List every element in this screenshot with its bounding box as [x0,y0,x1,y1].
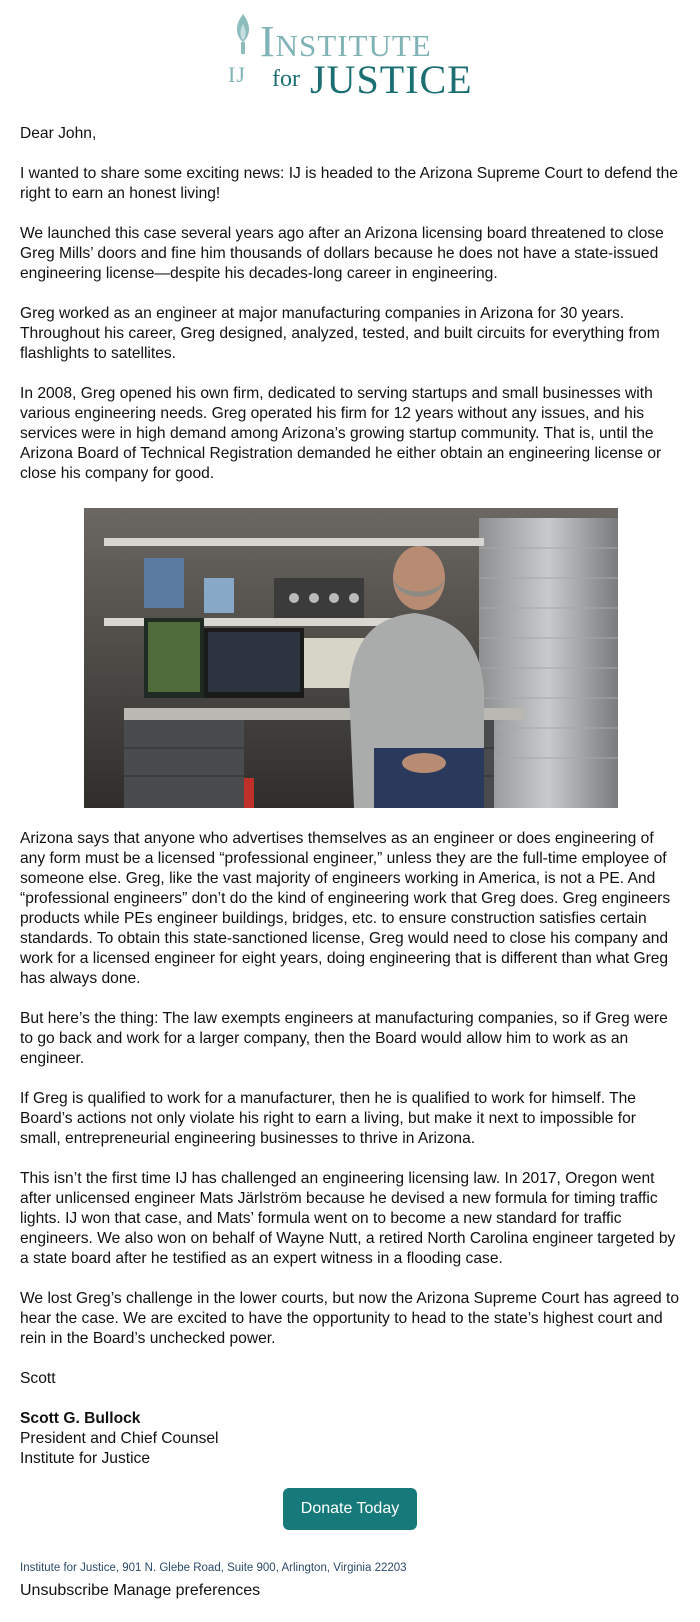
footer-address: Institute for Justice, 901 N. Glebe Road, Suite 900, Arlington, Virginia 22203 [20,1562,407,1574]
logo-institute: Institute [260,17,432,66]
email-body-bottom [20,829,680,1469]
manage-preferences-link[interactable]: Manage preferences [113,1582,261,1599]
donate-today-button[interactable]: Donate Today [283,1488,417,1530]
greeting: Dear John, [20,125,97,142]
signature-title: President and Chief Counsel [20,1430,219,1447]
ij-logo [220,12,480,108]
greg-mills-photo [84,508,618,808]
paragraph: In 2008, Greg opened his own firm, dedicated to serving startups and small businesses with various engineering needs. Greg operated his firm for 12 years without any issues, and his services were in high demand among Arizona’s growing startup community. That is, until the Arizona Board of Technical Registration demanded he either obtain an engineering license or close his company for good. [20,385,662,482]
paragraph: Greg worked as an engineer at major manufacturing companies in Arizona for 30 years. Throughout his career, Greg designed, analyzed, tested, and built circuits for everything from flashlights to satellites. [20,305,660,362]
logo-justice: JUSTICE [310,57,473,102]
workshop-photo-illustration [84,508,618,808]
paragraph: We lost Greg’s challenge in the lower courts, but now the Arizona Supreme Court has agreed to hear the case. We are excited to have the opportunity to head to the state’s highest court and rein in the Board’s unchecked power. [20,1290,680,1347]
signature-block [20,1409,680,1469]
email-body-top [20,124,680,504]
paragraph: This isn’t the first time IJ has challenged an engineering licensing law. In 2017, Oregon went after unlicensed engineer Mats Järlström because he devised a new formula for timing traffic lights. IJ won that case, and Mats’ formula went on to become a new standard for traffic engineers. We also won on behalf of Wayne Nutt, a retired North Carolina engineer targeted by a state board after he testified as an expert witness in a flooding case. [20,1170,676,1267]
signature-name: Scott G. Bullock [20,1410,141,1427]
paragraph: If Greg is qualified to work for a manufacturer, then he is qualified to work for himself. The Board’s actions not only violate his right to earn a living, but make it next to impossible for small, entrepreneurial engineering businesses to thrive in Arizona. [20,1090,636,1147]
unsubscribe-link[interactable]: Unsubscribe [20,1582,109,1599]
logo-for: for [272,66,300,92]
paragraph: Arizona says that anyone who advertises themselves as an engineer or does engineering of any form must be a licensed “professional engineer,” unless they are the full-time employee of someone else. Greg, like the vast majority of engineers working in America, is not a PE. And “professional engineers” don’t do the kind of engineering work that Greg does. Greg engineers products while PEs engineer buildings, bridges, etc. to ensure construction satisfies certain standards. To obtain this state-sanctioned license, Greg would need to close his company and work for a licensed engineer for eight years, doing engineering that is different than what Greg has always done. [20,830,671,987]
paragraph: We launched this case several years ago after an Arizona licensing board threatened to close Greg Mills’ doors and fine him thousands of dollars because he does not have a state-issued engineering license—despite his decades-long career in engineering. [20,225,664,282]
signoff: Scott [20,1370,56,1387]
signature-org: Institute for Justice [20,1450,151,1467]
flame-icon [230,12,256,56]
footer-links [20,1582,260,1600]
paragraph: I wanted to share some exciting news: IJ is headed to the Arizona Supreme Court to defend the right to earn an honest living! [20,165,678,202]
logo-ij: IJ [228,62,246,87]
paragraph: But here’s the thing: The law exempts engineers at manufacturing companies, so if Greg were to go back and work for a larger company, then the Board would allow him to work as an engineer. [20,1010,668,1067]
